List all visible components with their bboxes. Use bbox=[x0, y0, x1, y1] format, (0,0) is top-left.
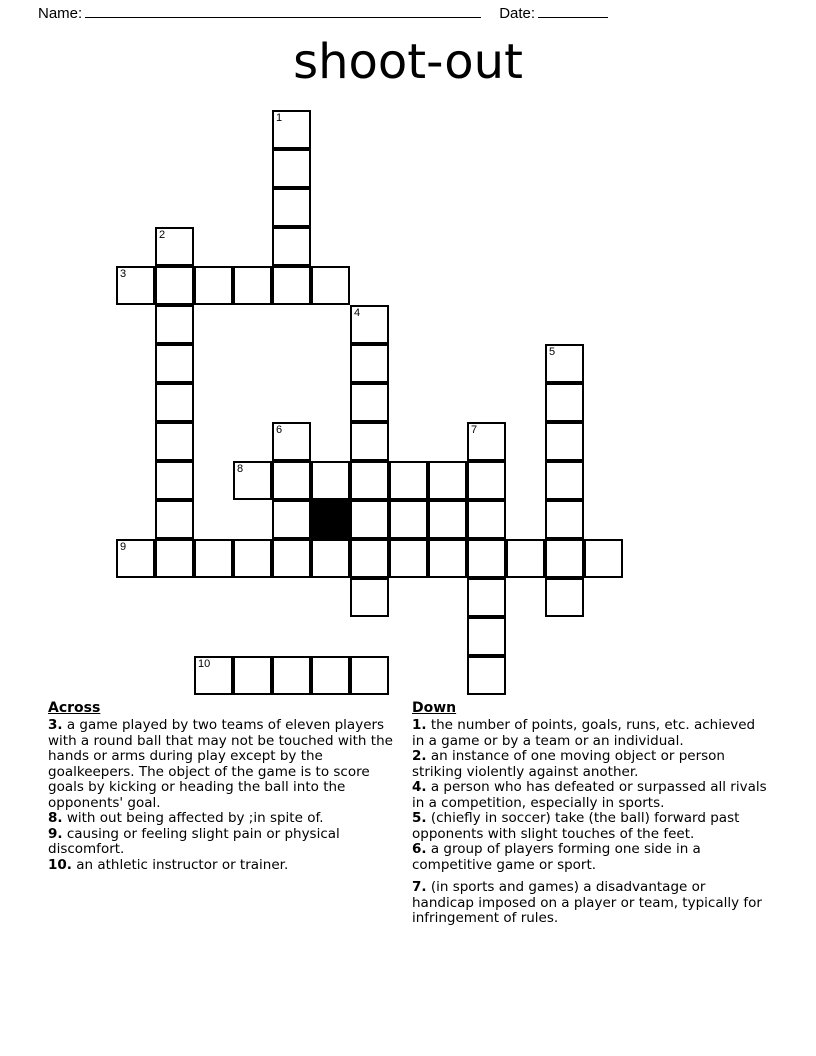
clue-item-across-8 bbox=[48, 811, 400, 827]
grid-cell[interactable] bbox=[350, 500, 389, 539]
down-heading: Down bbox=[412, 700, 457, 716]
clue-number: 3. bbox=[48, 717, 63, 733]
across-clue-list bbox=[48, 718, 400, 873]
clue-text: a game played by two teams of eleven players with a round ball that may not be touched with the hands or arms during play except by the goalkeepers. The object of the game is to score goals by kicking or heading the ball into the opponents' goal. bbox=[48, 717, 393, 811]
grid-cell-number: 4 bbox=[354, 307, 361, 319]
grid-cell[interactable] bbox=[545, 539, 584, 578]
grid-cell[interactable] bbox=[350, 344, 389, 383]
grid-cell[interactable] bbox=[467, 500, 506, 539]
page-title: shoot-out bbox=[293, 34, 523, 90]
grid-cell[interactable] bbox=[233, 266, 272, 305]
across-heading: Across bbox=[48, 700, 101, 716]
clue-number: 5. bbox=[412, 810, 427, 826]
grid-cell[interactable] bbox=[428, 461, 467, 500]
grid-cell[interactable] bbox=[311, 266, 350, 305]
clue-number: 4. bbox=[412, 779, 427, 795]
grid-cell[interactable] bbox=[155, 500, 194, 539]
clue-text: an athletic instructor or trainer. bbox=[71, 856, 289, 873]
grid-cell[interactable] bbox=[155, 461, 194, 500]
grid-cell[interactable] bbox=[545, 500, 584, 539]
grid-cell-number: 3 bbox=[120, 268, 127, 280]
grid-cell[interactable] bbox=[545, 344, 584, 383]
grid-cell[interactable] bbox=[350, 422, 389, 461]
grid-cell[interactable] bbox=[545, 578, 584, 617]
grid-cell[interactable] bbox=[116, 539, 155, 578]
clue-text: with out being affected by ;in spite of. bbox=[62, 810, 324, 826]
name-input-line[interactable] bbox=[85, 4, 481, 18]
grid-cell[interactable] bbox=[467, 539, 506, 578]
grid-cell[interactable] bbox=[389, 539, 428, 578]
grid-cell[interactable] bbox=[467, 617, 506, 656]
grid-cell[interactable] bbox=[272, 539, 311, 578]
clue-item-down-4 bbox=[412, 780, 768, 811]
grid-cell[interactable] bbox=[467, 422, 506, 461]
grid-cell[interactable] bbox=[272, 461, 311, 500]
grid-cell[interactable] bbox=[233, 539, 272, 578]
grid-cell[interactable] bbox=[350, 656, 389, 695]
across-clues-column bbox=[48, 700, 400, 873]
grid-cell[interactable] bbox=[233, 461, 272, 500]
grid-cell[interactable] bbox=[467, 656, 506, 695]
clue-text: causing or feeling slight pain or physical discomfort. bbox=[48, 825, 340, 857]
grid-cell-blocked bbox=[311, 500, 350, 539]
grid-cell-number: 2 bbox=[159, 229, 166, 241]
grid-cell[interactable] bbox=[350, 383, 389, 422]
clues-section bbox=[0, 700, 816, 1000]
clue-text: a group of players forming one side in a competitive game or sport. bbox=[412, 841, 701, 873]
grid-cell[interactable] bbox=[272, 110, 311, 149]
grid-cell[interactable] bbox=[389, 461, 428, 500]
grid-cell[interactable] bbox=[350, 305, 389, 344]
clue-text: an instance of one moving object or person striking violently against another. bbox=[412, 748, 725, 780]
grid-cell[interactable] bbox=[545, 461, 584, 500]
grid-cell-number: 10 bbox=[198, 658, 211, 670]
clue-text: (chiefly in soccer) take (the ball) forward past opponents with slight touches of the feet. bbox=[412, 810, 740, 842]
grid-cell[interactable] bbox=[272, 188, 311, 227]
date-label: Date: bbox=[499, 5, 536, 22]
clue-number: 8. bbox=[48, 810, 63, 826]
clue-item-down-2 bbox=[412, 749, 768, 780]
grid-cell[interactable] bbox=[272, 227, 311, 266]
down-clues-column bbox=[412, 700, 768, 927]
grid-cell[interactable] bbox=[311, 539, 350, 578]
grid-cell[interactable] bbox=[545, 422, 584, 461]
grid-cell-number: 6 bbox=[276, 424, 283, 436]
date-input-line[interactable] bbox=[538, 4, 608, 18]
grid-cell-number: 8 bbox=[237, 463, 244, 475]
grid-cell[interactable] bbox=[272, 149, 311, 188]
grid-cell[interactable] bbox=[194, 539, 233, 578]
grid-cell[interactable] bbox=[467, 578, 506, 617]
grid-cell-number: 9 bbox=[120, 541, 127, 553]
clue-number: 7. bbox=[412, 879, 427, 895]
grid-cell[interactable] bbox=[155, 383, 194, 422]
grid-cell[interactable] bbox=[428, 539, 467, 578]
grid-cell[interactable] bbox=[116, 266, 155, 305]
grid-cell[interactable] bbox=[155, 227, 194, 266]
grid-cell[interactable] bbox=[272, 500, 311, 539]
clue-text: (in sports and games) a disadvantage or handicap imposed on a player or team, typically for infringement of rules. bbox=[412, 879, 762, 926]
grid-cell[interactable] bbox=[545, 383, 584, 422]
grid-cell[interactable] bbox=[155, 266, 194, 305]
clue-item-down-7 bbox=[412, 880, 768, 927]
grid-cell[interactable] bbox=[194, 266, 233, 305]
down-clue-list bbox=[412, 718, 768, 927]
clue-number: 1. bbox=[412, 717, 427, 733]
grid-cell[interactable] bbox=[350, 578, 389, 617]
grid-cell[interactable] bbox=[155, 539, 194, 578]
clue-text: a person who has defeated or surpassed all rivals in a competition, especially in sports. bbox=[412, 779, 767, 811]
grid-cell[interactable] bbox=[350, 539, 389, 578]
grid-cell[interactable] bbox=[311, 461, 350, 500]
grid-cell[interactable] bbox=[506, 539, 545, 578]
grid-cell[interactable] bbox=[389, 500, 428, 539]
grid-cell[interactable] bbox=[233, 656, 272, 695]
grid-cell[interactable] bbox=[155, 344, 194, 383]
clue-number: 10. bbox=[48, 856, 72, 873]
grid-cell[interactable] bbox=[311, 656, 350, 695]
grid-cell[interactable] bbox=[194, 656, 233, 695]
grid-cell[interactable] bbox=[272, 422, 311, 461]
clue-item-down-1 bbox=[412, 718, 768, 749]
clue-item-across-9 bbox=[48, 827, 400, 858]
name-label: Name: bbox=[38, 5, 83, 22]
clue-item-across-10 bbox=[48, 858, 400, 874]
name-date-row bbox=[0, 0, 816, 26]
grid-cell-number: 1 bbox=[276, 112, 283, 124]
grid-cell[interactable] bbox=[428, 500, 467, 539]
grid-cell[interactable] bbox=[155, 422, 194, 461]
grid-cell[interactable] bbox=[350, 461, 389, 500]
clue-item-down-6 bbox=[412, 842, 768, 873]
grid-cell[interactable] bbox=[272, 656, 311, 695]
grid-cell[interactable] bbox=[467, 461, 506, 500]
clue-number: 6. bbox=[412, 841, 427, 857]
clue-number: 9. bbox=[48, 825, 63, 842]
grid-cell[interactable] bbox=[272, 266, 311, 305]
grid-cell-number: 7 bbox=[471, 424, 478, 436]
clue-item-down-5 bbox=[412, 811, 768, 842]
clue-item-across-3 bbox=[48, 718, 400, 811]
clue-number: 2. bbox=[412, 748, 427, 764]
grid-cell-number: 5 bbox=[549, 346, 556, 358]
grid-cell[interactable] bbox=[155, 305, 194, 344]
clue-text: the number of points, goals, runs, etc. achieved in a game or by a team or an individual. bbox=[412, 717, 756, 749]
grid-cell[interactable] bbox=[584, 539, 623, 578]
